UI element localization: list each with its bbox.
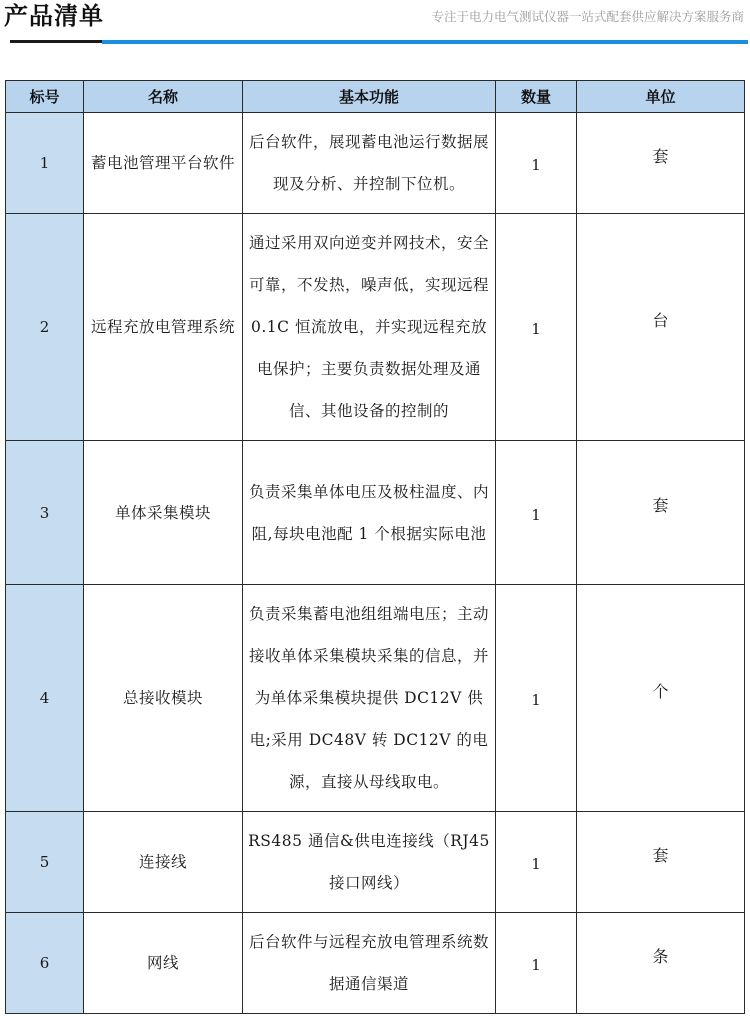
quantity-value: 1 — [531, 956, 541, 974]
product-unit — [577, 913, 745, 1014]
product-function: RS485 通信&供电连接线（RJ45 接口网线） — [243, 812, 496, 913]
column-header-qty: 数量 — [496, 81, 577, 113]
column-header-no: 标号 — [6, 81, 84, 113]
unit-value: 套 — [652, 146, 669, 166]
column-header-unit: 单位 — [577, 81, 745, 113]
product-table — [5, 80, 745, 1014]
product-function: 后台软件，展现蓄电池运行数据展现及分析、并控制下位机。 — [243, 113, 496, 214]
quantity-value: 1 — [531, 855, 541, 873]
product-unit — [577, 441, 745, 585]
unit-value: 台 — [652, 310, 669, 330]
product-name: 远程充放电管理系统 — [84, 214, 243, 441]
product-name: 连接线 — [84, 812, 243, 913]
header-rule-dark-segment — [10, 40, 102, 43]
product-unit — [577, 214, 745, 441]
row-number: 5 — [6, 812, 84, 913]
quantity-value: 1 — [531, 505, 541, 524]
table-header-row — [6, 81, 745, 113]
header-rule — [0, 39, 750, 45]
company-tagline: 专注于电力电气测试仪器一站式配套供应解决方案服务商 — [431, 9, 744, 24]
quantity-value: 1 — [531, 691, 541, 709]
product-name: 网线 — [84, 913, 243, 1014]
table-row — [6, 913, 745, 1014]
product-name: 总接收模块 — [84, 585, 243, 812]
product-quantity — [496, 585, 577, 812]
table-row — [6, 585, 745, 812]
product-unit — [577, 585, 745, 812]
row-number: 4 — [6, 585, 84, 812]
product-quantity — [496, 913, 577, 1014]
product-quantity — [496, 214, 577, 441]
product-function: 负责采集蓄电池组组端电压；主动接收单体采集模块采集的信息，并为单体采集模块提供 DC12V 供电;采用 DC48V 转 DC12V 的电源，直接从母线取电。 — [243, 585, 496, 812]
row-number: 3 — [6, 441, 84, 585]
header-rule-blue-segment — [102, 40, 748, 44]
quantity-value: 1 — [531, 156, 541, 174]
table-row — [6, 113, 745, 214]
column-header-function: 基本功能 — [243, 81, 496, 113]
column-header-name: 名称 — [84, 81, 243, 113]
unit-value: 套 — [652, 496, 669, 515]
product-name: 单体采集模块 — [84, 441, 243, 585]
unit-value: 条 — [652, 946, 669, 966]
product-unit — [577, 812, 745, 913]
row-number: 6 — [6, 913, 84, 1014]
product-quantity — [496, 812, 577, 913]
table-row — [6, 214, 745, 441]
table-row — [6, 441, 745, 585]
product-quantity — [496, 441, 577, 585]
row-number: 1 — [6, 113, 84, 214]
product-function: 通过采用双向逆变并网技术，安全可靠，不发热，噪声低，实现远程 0.1C 恒流放电，并实现远程充放电保护；主要负责数据处理及通信、其他设备的控制的 — [243, 214, 496, 441]
unit-value: 个 — [652, 681, 669, 701]
product-quantity — [496, 113, 577, 214]
page-title: 产品清单 — [4, 2, 104, 30]
unit-value: 套 — [652, 845, 669, 865]
product-function: 后台软件与远程充放电管理系统数据通信渠道 — [243, 913, 496, 1014]
product-name: 蓄电池管理平台软件 — [84, 113, 243, 214]
product-function: 负责采集单体电压及极柱温度、内阻,每块电池配 1 个根据实际电池 — [243, 441, 496, 585]
row-number: 2 — [6, 214, 84, 441]
product-unit — [577, 113, 745, 214]
table-row — [6, 812, 745, 913]
quantity-value: 1 — [531, 320, 541, 338]
